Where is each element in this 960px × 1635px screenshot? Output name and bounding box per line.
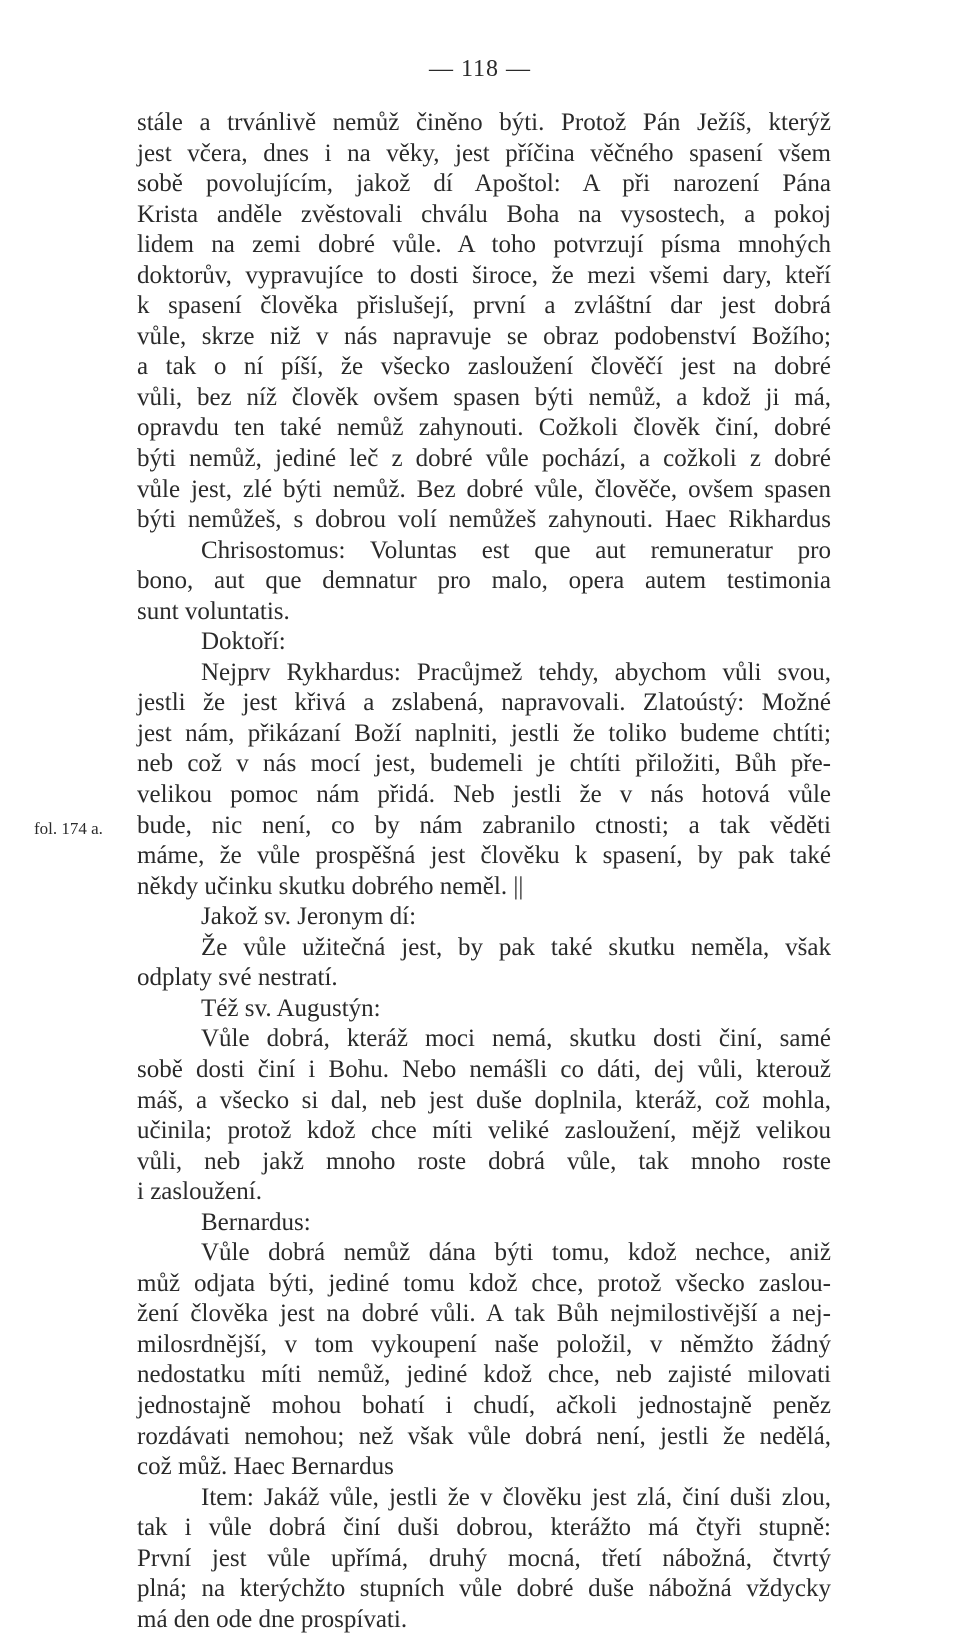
- text-line: neb což v nás mocí jest, budemeli je chtíti přiložiti, Bůh pře-: [137, 750, 831, 778]
- text-line: můž odjata býti, jediné tomu kdož chce, protož všecko zaslou-: [137, 1269, 831, 1297]
- margin-note-folio: fol. 174 a.: [34, 819, 103, 838]
- text-line: sobě povolujícím, jakož dí Apoštol: A při narození Pána: [137, 170, 831, 198]
- text-line: bono, aut que demnatur pro malo, opera autem testimonia: [137, 567, 831, 595]
- text-line: vůli, neb jakž mnoho roste dobrá vůle, tak mnoho roste: [137, 1147, 831, 1175]
- text-line: máš, a všecko si dal, neb jest duše doplnila, kteráž, což mohla,: [137, 1086, 831, 1114]
- text-line: plná; na kterýchžto stupních vůle dobré duše nábožná vždycky: [137, 1575, 831, 1603]
- text-line: máme, že vůle prospěšná jest člověku k spasení, by pak také: [137, 842, 831, 870]
- text-line: býti nemůžeš, s dobrou volí nemůžeš zahynouti. Haec Rikhardus: [137, 506, 831, 534]
- section-heading: Též sv. Augustýn:: [201, 994, 381, 1022]
- text-line: i zasloužení.: [137, 1178, 262, 1206]
- text-line: Nejprv Rykhardus: Pracůjmež tehdy, abychom vůli svou,: [201, 658, 831, 686]
- text-line: odplaty své nestratí.: [137, 964, 338, 992]
- text-line: učinila; protož kdož chce míti veliké zasloužení, mějž velikou: [137, 1117, 831, 1145]
- text-line: býti nemůž, jediné leč z dobré vůle pochází, a cožkoli z dobré: [137, 445, 831, 473]
- text-line: lidem na zemi dobré vůle. A toho potvrzují písma mnohých: [137, 231, 831, 259]
- text-line: milosrdnější, v tom vykoupení naše položil, v němžto žádný: [137, 1330, 831, 1358]
- section-heading: Bernardus:: [201, 1208, 311, 1236]
- text-line: nedostatku míti nemůž, jediné kdož chce, neb zajisté milovati: [137, 1361, 831, 1389]
- text-line: vůle jest, zlé býti nemůž. Bez dobré vůle, člověče, ovšem spasen: [137, 475, 831, 503]
- text-line: Vůle dobrá, kteráž moci nemá, skutku dosti činí, samé: [201, 1025, 831, 1053]
- text-line: vůli, bez níž člověk ovšem spasen býti nemůž, a kdož ji má,: [137, 383, 831, 411]
- text-line: má den ode dne prospívati.: [137, 1605, 408, 1633]
- text-line: žení člověka jest na dobré vůli. A tak Bůh nejmilostivější a nej-: [137, 1300, 831, 1328]
- text-line: Vůle dobrá nemůž dána býti tomu, kdož nechce, aniž: [201, 1239, 831, 1267]
- text-line: Že vůle užitečná jest, by pak také skutku neměla, však: [201, 933, 831, 961]
- section-heading: Jakož sv. Jeronym dí:: [201, 903, 417, 931]
- section-heading: Doktoří:: [201, 628, 286, 656]
- text-line: Krista anděle zvěstovali chválu Boha na vysostech, a pokoj: [137, 200, 831, 228]
- body-text: [137, 108, 831, 1635]
- text-line: stále a trvánlivě nemůž činěno býti. Protož Pán Ježíš, kterýž: [137, 109, 831, 136]
- text-line: doktorův, vypravujíce to dosti široce, že mezi všemi dary, kteří: [137, 261, 831, 289]
- text-line: bude, nic není, co by nám zabranilo ctnosti; a tak věděti: [137, 811, 831, 839]
- text-line: tak i vůle dobrá činí duši dobrou, kterážto má čtyři stupně:: [137, 1514, 831, 1542]
- text-line: sobě dosti činí i Bohu. Nebo nemášli co dáti, dej vůli, kterouž: [137, 1055, 831, 1083]
- text-line: velikou pomoc nám přidá. Neb jestli že v nás hotová vůle: [137, 781, 831, 809]
- text-line: První jest vůle upřímá, druhý mocná, třetí nábožná, čtvrtý: [137, 1544, 831, 1572]
- text-line: někdy učinku skutku dobrého neměl. ||: [137, 872, 524, 900]
- text-line: jest včera, dnes i na věky, jest příčina věčného spasení všem: [137, 139, 831, 167]
- text-line: a tak o ní píší, že všecko zasloužení člověčí jest na dobré: [137, 353, 831, 381]
- text-line: rozdávati nemohou; než však vůle dobrá není, jestli že nedělá,: [137, 1422, 831, 1450]
- text-line: k spasení člověka přislušejí, první a zvláštní dar jest dobrá: [137, 292, 831, 320]
- text-line: jestli že jest křivá a zslabená, napravovali. Zlatoústý: Možné: [137, 689, 831, 717]
- text-line: což můž. Haec Bernardus: [137, 1453, 394, 1481]
- page-number: — 118 —: [428, 56, 532, 82]
- text-line: jest nám, přikázaní Boží naplniti, jestli že toliko budeme chtíti;: [137, 719, 831, 747]
- text-line: vůle, skrze niž v nás napravuje se obraz podobenství Božího;: [137, 322, 831, 350]
- text-line: Item: Jakáž vůle, jestli že v člověku jest zlá, činí duši zlou,: [201, 1483, 831, 1511]
- text-line: opravdu ten také nemůž zahynouti. Cožkoli člověk činí, dobré: [137, 414, 831, 442]
- text-line: Chrisostomus: Voluntas est que aut remuneratur pro: [201, 536, 831, 564]
- text-line: sunt voluntatis.: [137, 597, 290, 625]
- text-line: jednostajně mohou bohatí i chudí, ačkoli jednostajně peněz: [137, 1391, 831, 1419]
